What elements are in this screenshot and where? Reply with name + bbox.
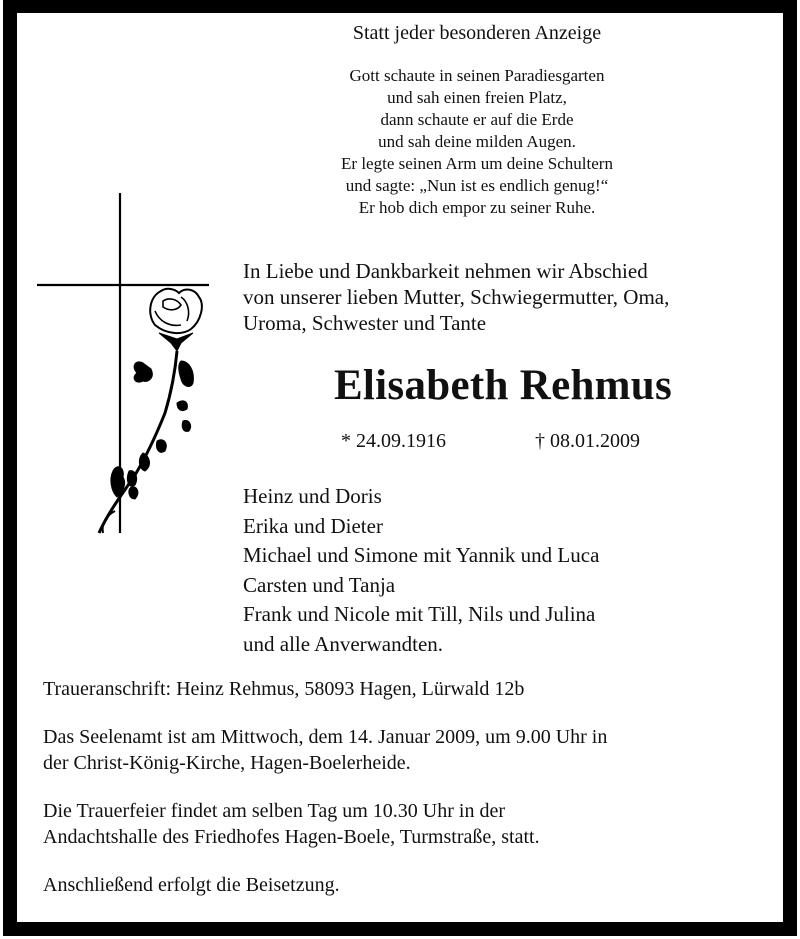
- poem-line: und sagte: „Nun ist es endlich genug!“: [345, 176, 609, 195]
- obituary-notice: [17, 13, 783, 922]
- poem: [277, 65, 677, 219]
- requiem-info: [43, 724, 607, 776]
- mourning-address: Traueranschrift: Heinz Rehmus, 58093 Hagen, Lürwald 12b: [43, 678, 525, 700]
- family-member: Heinz und Doris: [243, 484, 382, 508]
- poem-line: und sah einen freien Platz,: [387, 88, 567, 107]
- poem-line: dann schaute er auf die Erde: [380, 110, 574, 129]
- intro-line: von unserer lieben Mutter, Schwiegermutter, Oma,: [243, 285, 670, 309]
- ceremony-line: Andachtshalle des Friedhofes Hagen-Boele, Turmstraße, statt.: [43, 826, 540, 848]
- intro-line: In Liebe und Dankbarkeit nehmen wir Abschied: [243, 259, 648, 283]
- birth-date: * 24.09.1916: [341, 430, 446, 452]
- family-list: [243, 482, 599, 659]
- death-date: † 08.01.2009: [535, 430, 640, 452]
- notice-heading: Statt jeder besonderen Anzeige: [352, 22, 602, 44]
- farewell-intro: [243, 258, 669, 336]
- requiem-line: Das Seelenamt ist am Mittwoch, dem 14. Januar 2009, um 9.00 Uhr in: [43, 726, 608, 748]
- family-member: und alle Anverwandten.: [243, 631, 444, 656]
- family-member: Michael und Simone mit Yannik und Luca: [243, 543, 600, 567]
- ceremony-info: [43, 798, 607, 850]
- requiem-line: der Christ-König-Kirche, Hagen-Boelerheide.: [43, 752, 411, 774]
- poem-line: Er hob dich empor zu seiner Ruhe.: [358, 198, 596, 217]
- ceremony-line: Die Trauerfeier findet am selben Tag um 10.30 Uhr in der: [43, 800, 506, 822]
- burial-info: Anschließend erfolgt die Beisetzung.: [43, 874, 340, 896]
- cross-rose-illustration: [31, 193, 231, 538]
- funeral-details: [43, 676, 607, 920]
- family-member: Carsten und Tanja: [243, 572, 396, 597]
- family-member: Erika und Dieter: [243, 513, 383, 538]
- deceased-name: Elisabeth Rehmus: [333, 362, 673, 409]
- family-member: Frank und Nicole mit Till, Nils und Julina: [243, 602, 596, 626]
- poem-line: Er legte seinen Arm um deine Schultern: [341, 154, 613, 173]
- rose-icon: [99, 289, 202, 533]
- poem-line: und sah deine milden Augen.: [378, 132, 576, 151]
- intro-line: Uroma, Schwester und Tante: [243, 311, 487, 335]
- poem-line: Gott schaute in seinen Paradiesgarten: [349, 66, 605, 85]
